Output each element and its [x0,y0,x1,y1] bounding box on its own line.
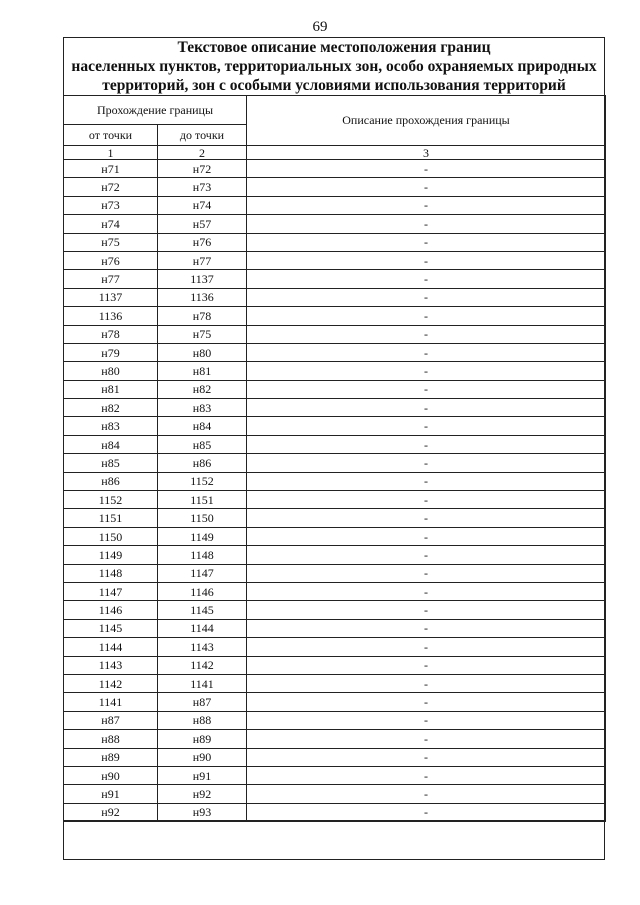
from-point-cell: н79 [64,343,158,361]
table-row [64,417,606,435]
table-row [64,711,606,729]
description-cell: - [247,619,606,637]
from-point-cell: н78 [64,325,158,343]
table-row [64,509,606,527]
description-cell: - [247,251,606,269]
table-row [64,491,606,509]
table-row [64,288,606,306]
description-cell: - [247,638,606,656]
description-cell: - [247,601,606,619]
table-row [64,251,606,269]
table-row [64,233,606,251]
table-row [64,362,606,380]
table-row [64,325,606,343]
description-cell: - [247,454,606,472]
from-point-cell: н85 [64,454,158,472]
to-point-cell: н72 [158,160,247,178]
to-point-cell: 1149 [158,527,247,545]
description-cell: - [247,160,606,178]
to-point-cell: н92 [158,785,247,803]
to-point-cell: 1143 [158,638,247,656]
table-row [64,748,606,766]
description-cell: - [247,380,606,398]
to-point-cell: 1142 [158,656,247,674]
table-row [64,564,606,582]
description-cell: - [247,730,606,748]
document-title [63,38,605,95]
header-boundary-description: Описание прохождения границы [247,96,606,146]
header-to-point: до точки [158,125,247,146]
from-point-cell: 1150 [64,527,158,545]
from-point-cell: 1147 [64,582,158,600]
title-line-1: Текстовое описание местоположения границ [177,39,491,56]
from-point-cell: 1149 [64,546,158,564]
description-cell: - [247,803,606,821]
to-point-cell: н77 [158,251,247,269]
table-row [64,454,606,472]
description-cell: - [247,674,606,692]
table-row [64,527,606,545]
description-cell: - [247,362,606,380]
header-boundary-passage: Прохождение границы [64,96,247,125]
description-cell: - [247,325,606,343]
to-point-cell: 1148 [158,546,247,564]
from-point-cell: 1152 [64,491,158,509]
table-bottom-border [63,820,605,821]
column-number-2: 2 [158,146,247,160]
table-row [64,601,606,619]
from-point-cell: н71 [64,160,158,178]
table-row [64,582,606,600]
from-point-cell: н87 [64,711,158,729]
table-row [64,399,606,417]
table-row [64,270,606,288]
to-point-cell: н81 [158,362,247,380]
description-cell: - [247,564,606,582]
from-point-cell: 1148 [64,564,158,582]
description-cell: - [247,766,606,784]
description-cell: - [247,491,606,509]
to-point-cell: н90 [158,748,247,766]
table-row [64,196,606,214]
from-point-cell: н83 [64,417,158,435]
column-number-1: 1 [64,146,158,160]
description-cell: - [247,582,606,600]
from-point-cell: н74 [64,215,158,233]
from-point-cell: н76 [64,251,158,269]
to-point-cell: н80 [158,343,247,361]
description-cell: - [247,509,606,527]
from-point-cell: 1137 [64,288,158,306]
description-cell: - [247,785,606,803]
description-cell: - [247,399,606,417]
from-point-cell: н91 [64,785,158,803]
to-point-cell: н74 [158,196,247,214]
table-row [64,693,606,711]
to-point-cell: н91 [158,766,247,784]
from-point-cell: 1142 [64,674,158,692]
description-cell: - [247,748,606,766]
to-point-cell: н76 [158,233,247,251]
table-row [64,619,606,637]
table-row [64,546,606,564]
to-point-cell: 1136 [158,288,247,306]
description-cell: - [247,472,606,490]
description-cell: - [247,417,606,435]
to-point-cell: 1152 [158,472,247,490]
description-cell: - [247,656,606,674]
from-point-cell: н92 [64,803,158,821]
from-point-cell: н80 [64,362,158,380]
table-row [64,380,606,398]
boundary-table [63,95,606,822]
table-row [64,215,606,233]
to-point-cell: 1151 [158,491,247,509]
title-line-3: территорий, зон с особыми условиями использования территорий [102,77,566,94]
from-point-cell: н90 [64,766,158,784]
from-point-cell: н81 [64,380,158,398]
from-point-cell: 1136 [64,307,158,325]
description-cell: - [247,233,606,251]
to-point-cell: 1150 [158,509,247,527]
to-point-cell: н84 [158,417,247,435]
table-row [64,307,606,325]
from-point-cell: н75 [64,233,158,251]
table-row [64,785,606,803]
to-point-cell: 1145 [158,601,247,619]
from-point-cell: 1145 [64,619,158,637]
table-row [64,638,606,656]
to-point-cell: н87 [158,693,247,711]
table-row [64,803,606,821]
to-point-cell: н82 [158,380,247,398]
from-point-cell: н84 [64,435,158,453]
description-cell: - [247,178,606,196]
column-number-3: 3 [247,146,606,160]
to-point-cell: н57 [158,215,247,233]
to-point-cell: 1141 [158,674,247,692]
description-cell: - [247,270,606,288]
title-line-2: населенных пунктов, территориальных зон, особо охраняемых природных [71,58,597,75]
to-point-cell: 1146 [158,582,247,600]
description-cell: - [247,546,606,564]
from-point-cell: н72 [64,178,158,196]
from-point-cell: н89 [64,748,158,766]
to-point-cell: 1144 [158,619,247,637]
to-point-cell: н75 [158,325,247,343]
to-point-cell: н83 [158,399,247,417]
description-cell: - [247,693,606,711]
table-row [64,160,606,178]
table-body [64,160,606,822]
to-point-cell: н86 [158,454,247,472]
table-row [64,766,606,784]
description-cell: - [247,711,606,729]
from-point-cell: н82 [64,399,158,417]
description-cell: - [247,307,606,325]
description-cell: - [247,215,606,233]
from-point-cell: н77 [64,270,158,288]
from-point-cell: 1151 [64,509,158,527]
to-point-cell: н88 [158,711,247,729]
description-cell: - [247,343,606,361]
description-cell: - [247,527,606,545]
to-point-cell: н93 [158,803,247,821]
to-point-cell: н78 [158,307,247,325]
from-point-cell: 1144 [64,638,158,656]
description-cell: - [247,435,606,453]
header-from-point: от точки [64,125,158,146]
table-row [64,343,606,361]
from-point-cell: 1146 [64,601,158,619]
description-cell: - [247,196,606,214]
from-point-cell: н88 [64,730,158,748]
from-point-cell: 1143 [64,656,158,674]
to-point-cell: н73 [158,178,247,196]
table-row [64,435,606,453]
table-row [64,472,606,490]
table-row [64,656,606,674]
table-row [64,730,606,748]
table-row [64,178,606,196]
from-point-cell: 1141 [64,693,158,711]
to-point-cell: 1147 [158,564,247,582]
to-point-cell: 1137 [158,270,247,288]
from-point-cell: н86 [64,472,158,490]
page-number: 69 [312,19,328,35]
to-point-cell: н85 [158,435,247,453]
table-row [64,674,606,692]
to-point-cell: н89 [158,730,247,748]
description-cell: - [247,288,606,306]
from-point-cell: н73 [64,196,158,214]
